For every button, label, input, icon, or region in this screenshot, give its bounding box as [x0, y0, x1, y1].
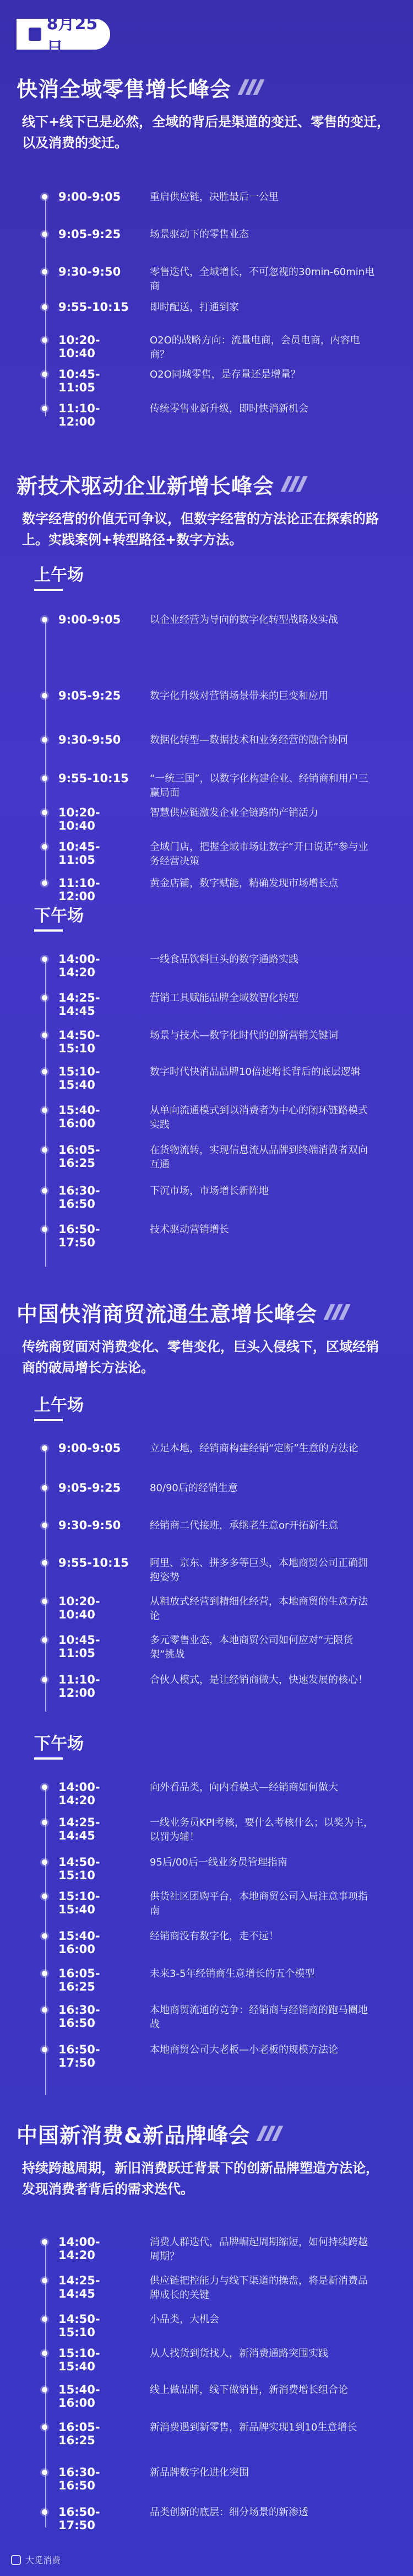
- section-title: 新技术驱动企业新增长峰会: [17, 467, 396, 501]
- timeline-dot-icon: [42, 372, 47, 377]
- timeline-dot-icon: [42, 1859, 47, 1865]
- logo-icon: [11, 2555, 21, 2565]
- date-label: 8月25日: [46, 14, 98, 58]
- timeline-dot-icon: [42, 776, 47, 781]
- timeline-dot-icon: [42, 810, 47, 815]
- section-trade-distribution: [17, 1295, 396, 1378]
- timeline-dot-icon: [42, 269, 47, 275]
- timeline-dot-icon: [42, 2424, 47, 2430]
- timeline-dot-icon: [42, 232, 47, 237]
- session-label-afternoon: 下午场: [34, 1730, 84, 1754]
- timeline: 9:00-9:05 重启供应链，决胜最后一公里 9:05-9:25 场景驱动下的零售业态 9:30-9:50 零售迭代，全域增长，不可忽视的30min-60min电商 9:55-10:15 即时配送，打通到家 10:20-10:40 O2O的战略方向：流量电商，会员电商，内容电商？ 10:45-11:05 O2O同城零售，是存量还是增量？ 11:10-12:00 传统零售业新升级，即时快消新机会: [45, 190, 387, 422]
- slash-decoration-icon: [284, 476, 304, 492]
- section-title: 中国快消商贸流通生意增长峰会: [17, 1295, 396, 1329]
- section-new-tech: [17, 467, 396, 550]
- date-square-icon: [29, 28, 41, 41]
- timeline-dot-icon: [42, 737, 47, 743]
- timeline: 9:00-9:05 以企业经营为导向的数字化转型战略及实战 9:05-9:25 数字化升级对营销场景带来的巨变和应用 9:30-9:50 数据化转型—数据技术和业务经营的融合协同 9:55-10:15 “一统三国”，以数字化构建企业、经销商和用户三赢局面 10:20-10:40 智慧供应链激发企业全链路的产销活力 10:45-11:05 全域门店，把握全域市场让数字“开口说话”参与业务经营决策 11:10-12:00 黄金店铺，数字赋能，精确发现市场增长点: [45, 613, 387, 889]
- timeline-dot-icon: [42, 2316, 47, 2322]
- section-title: 中国新消费&新品牌峰会: [17, 2117, 396, 2150]
- timeline-dot-icon: [42, 1188, 47, 1193]
- timeline-dot-icon: [42, 2387, 47, 2392]
- timeline-dot-icon: [42, 617, 47, 622]
- timeline-dot-icon: [42, 1147, 47, 1153]
- session-label-morning: 上午场: [34, 561, 84, 585]
- timeline-dot-icon: [42, 2278, 47, 2283]
- timeline-dot-icon: [42, 1599, 47, 1604]
- timeline-dot-icon: [42, 1485, 47, 1491]
- timeline: 14:00-14:20 一线食品饮料巨头的数字通路实践 14:25-14:45 营销工具赋能品牌全域数智化转型 14:50-15:10 场景与技术—数字化时代的创新营销关键词 15:10-15:40 数字时代快消品品牌10倍速增长背后的底层逻辑 15:40-16:00 从单向流通模式到以消费者为中心的闭环链路模式实践 16:05-16:25 在货物流转，实现信息流从品牌到终端消费者双向互通 16:30-16:50 下沉市场，市场增长新阵地 16:50-17:50 技术驱动营销增长: [45, 953, 387, 1272]
- timeline-dot-icon: [42, 304, 47, 310]
- timeline-dot-icon: [42, 1032, 47, 1038]
- slash-decoration-icon: [327, 1304, 347, 1320]
- footer-logo: [11, 2553, 61, 2566]
- timeline-dot-icon: [42, 2470, 47, 2475]
- timeline-dot-icon: [42, 2351, 47, 2356]
- timeline-dot-icon: [42, 1637, 47, 1643]
- timeline-dot-icon: [42, 880, 47, 886]
- timeline-dot-icon: [42, 1677, 47, 1682]
- timeline-dot-icon: [42, 1784, 47, 1790]
- section-description: 传统商贸面对消费变化、零售变化，巨头入侵线下，区域经销商的破局增长方法论。: [22, 1339, 379, 1375]
- session-label-morning: 上午场: [34, 1391, 84, 1416]
- date-badge: [17, 14, 110, 58]
- timeline-dot-icon: [42, 1971, 47, 1976]
- timeline: 9:00-9:05 立足本地，经销商构建经销“定断”生意的方法论 9:05-9:25 80/90后的经销生意 9:30-9:50 经销商二代接班，承继老生意or开拓新生意 9:55-10:15 阿里、京东、拼多多等巨头，本地商贸公司正确拥抱姿势 10:20-10:40 从粗放式经营到精细化经营，本地商贸的生意方法论 10:45-11:05 多元零售业态，本地商贸公司如何应对“无限货架”挑战 11:10-12:00 合伙人模式，是让经销商做大，快速发展的核心！: [45, 1442, 387, 1717]
- timeline-dot-icon: [42, 1933, 47, 1939]
- timeline-dot-icon: [42, 406, 47, 411]
- timeline-dot-icon: [42, 337, 47, 343]
- timeline-dot-icon: [42, 1523, 47, 1528]
- footer-logo-text: 大觅消费: [25, 2555, 61, 2566]
- timeline-dot-icon: [42, 1107, 47, 1113]
- timeline-dot-icon: [42, 2007, 47, 2013]
- timeline-dot-icon: [42, 1227, 47, 1232]
- timeline-dot-icon: [42, 844, 47, 849]
- session-label-afternoon: 下午场: [34, 902, 84, 926]
- section-title: 快消全域零售增长峰会: [17, 71, 396, 104]
- timeline-dot-icon: [42, 1820, 47, 1825]
- section-quick-retail: [17, 71, 396, 153]
- timeline-dot-icon: [42, 2509, 47, 2515]
- section-description: 数字经营的价值无可争议，但数字经营的方法论正在探索的路上。实践案例+转型路径+数字方法。: [22, 511, 379, 547]
- section-description: 线下+线下已是必然，全域的背后是渠道的变迁、零售的变迁，以及消费的变迁。: [22, 114, 390, 150]
- timeline-dot-icon: [42, 1894, 47, 1899]
- timeline: 14:00-14:20 向外看品类，向内看模式—经销商如何做大 14:25-14:45 一线业务员KPI考核，要什么考核什么；以奖为主，以罚为辅！ 14:50-15:10 95后/00后一线业务员管理指南 15:10-15:40 供货社区团购平台，本地商贸公司入局注意事项指南 15:40-16:00 经销商没有数字化，走不远！ 16:05-16:25 未来3-5年经销商生意增长的五个模型 16:30-16:50 本地商贸流通的竞争：经销商与经销商的跑马圈地战 16:50-17:50 本地商贸公司大老板—小老板的规模方法论: [45, 1781, 387, 2100]
- timeline-dot-icon: [42, 2239, 47, 2245]
- timeline-dot-icon: [42, 1560, 47, 1566]
- slash-decoration-icon: [260, 2126, 280, 2141]
- timeline: 14:00-14:20 消费人群迭代，品牌崛起周期缩短，如何持续跨越周期？ 14:25-14:45 供应链把控能力与线下渠道的操盘，将是新消费品牌成长的关键 14:50-15:10 小品类，大机会 15:10-15:40 从人找货到货找人，新消费通路突围实践 15:40-16:00 线上做品牌，线下做销售，新消费增长组合论 16:05-16:25 新消费遇到新零售，新品牌实现1到10生意增长 16:30-16:50 新品牌数字化进化突围 16:50-17:50 品类创新的底层：细分场景的新渗透: [45, 2235, 387, 2533]
- section-description: 持续跨越周期，新旧消费跃迁背景下的创新品牌塑造方法论，发现消费者背后的需求迭代。: [22, 2160, 379, 2197]
- timeline-dot-icon: [42, 194, 47, 200]
- timeline-dot-icon: [42, 2047, 47, 2052]
- timeline-dot-icon: [42, 1445, 47, 1451]
- slash-decoration-icon: [241, 79, 261, 95]
- timeline-dot-icon: [42, 1069, 47, 1074]
- section-new-consumption: [17, 2117, 396, 2199]
- timeline-dot-icon: [42, 956, 47, 962]
- timeline-dot-icon: [42, 995, 47, 1001]
- timeline-dot-icon: [42, 693, 47, 698]
